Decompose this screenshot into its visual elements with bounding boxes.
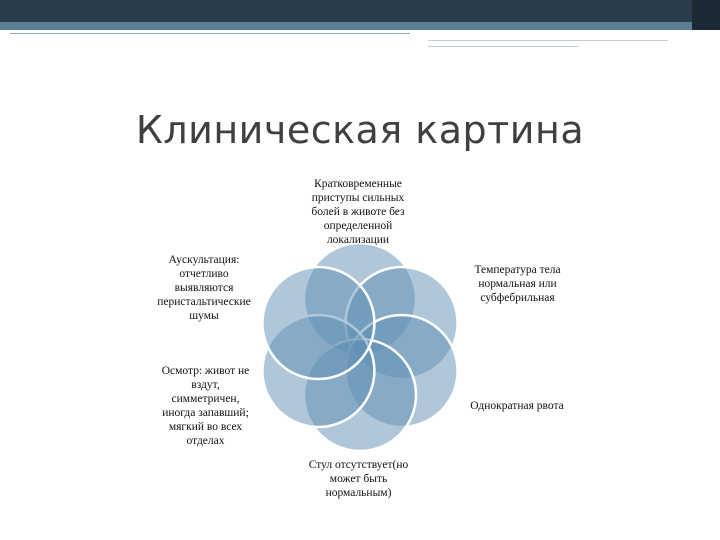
label-pain-attacks: Кратковременные приступы сильных болей в животе без определенной локализации <box>311 178 405 246</box>
slide-title: Клиническая картина <box>135 108 585 152</box>
label-vomiting: Однократная рвота <box>470 400 564 412</box>
label-stool: Стул отсутствует(но может быть нормальным) <box>308 459 409 499</box>
label-auscultation: Аускультация: отчетливо выявляются перистальтические шумы <box>157 254 251 322</box>
label-examination: Осмотр: живот не вздут, симметричен, иногда запавший; мягкий во всех отделах <box>161 365 250 447</box>
label-temperature: Температура тела нормальная или субфебрильная <box>474 264 561 304</box>
circle-top-left <box>262 267 374 379</box>
